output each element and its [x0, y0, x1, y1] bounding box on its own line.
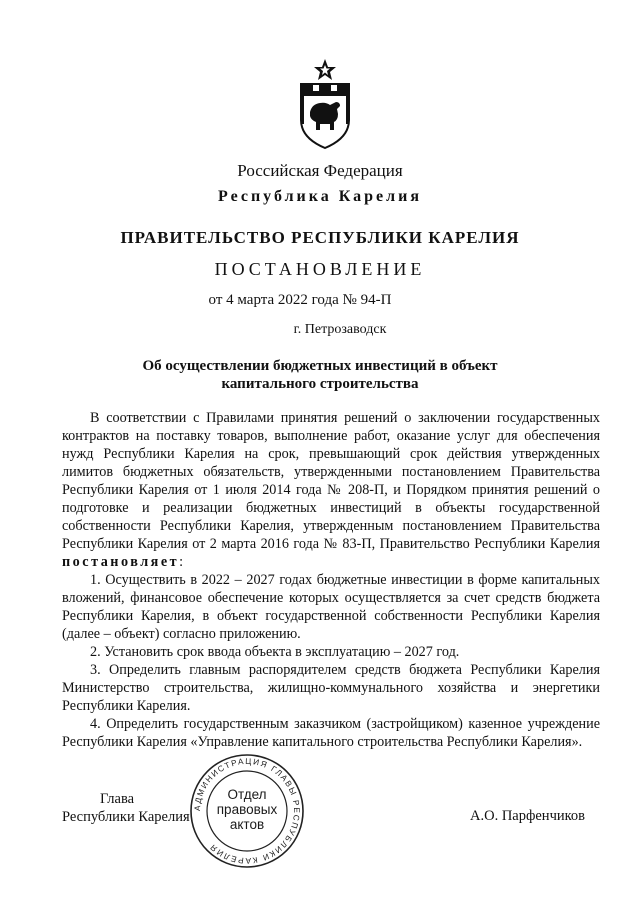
body-item-4: 4. Определить государственным заказчиком (застройщиком) казенное учреждение Республики Карелия «Управление капитального строительства Республики Карелия». [62, 716, 600, 750]
decree-word: постановляет [62, 554, 180, 570]
document-subject [0, 357, 640, 393]
subject-line-1: Об осуществлении бюджетных инвестиций в объект [142, 358, 498, 374]
signatory-title-line-1: Глава [100, 791, 135, 807]
stamp-line-2: правовых [216, 802, 278, 817]
intro-text: В соответствии с Правилами принятия решений о заключении государственных контрактов на поставку товаров, выполнение работ, оказание услуг для обеспечения нужд Республики Карелия на срок, превышающий срок действия утвержденных лимитов бюджетных обязательств, утвержденными постановлением Правительства Республики Карелия от 1 июля 2014 года № 208-П, и Порядком принятия решений о подготовке и реализации бюджетных инвестиций в объекты государственной собственности Республики Карелия, утвержденным постановлением Правительства Республики Карелия от 2 марта 2016 года № 83-П, Правительство Республики Карелия [62, 410, 600, 552]
signatory-name: А.О. Парфенчиков [470, 808, 586, 824]
body-item-3: 3. Определить главным распорядителем средств бюджета Республики Карелия Министерство строительства, жилищно-коммунального хозяйства и энергетики Республики Карелия. [62, 662, 600, 714]
intro-end: : [179, 554, 184, 570]
stamp-line-3: актов [229, 817, 265, 832]
document-type: ПОСТАНОВЛЕНИЕ [214, 259, 426, 279]
stamp-inner-text [188, 787, 306, 832]
document-body [62, 409, 600, 751]
body-item-1: 1. Осуществить в 2022 – 2027 годах бюджетные инвестиции в форме капитальных вложений, финансовое обеспечение которых осуществляется за счет средств бюджета Республики Карелия, в объект государственной собственности Республики Карелия (далее – объект) согласно приложению. [62, 572, 600, 642]
body-intro [62, 409, 600, 571]
stamp-ring-text: АДМИНИСТРАЦИЯ ГЛАВЫ РЕСПУБЛИКИ КАРЕЛИЯ [192, 756, 302, 866]
document-date: от 4 марта 2022 года № 94-П [208, 292, 392, 308]
body-item-2: 2. Установить срок ввода объекта в эксплуатацию – 2027 год. [90, 644, 460, 660]
republic-name: Республика Карелия [218, 188, 422, 205]
country-name: Российская Федерация [237, 161, 403, 180]
government-title: ПРАВИТЕЛЬСТВО РЕСПУБЛИКИ КАРЕЛИЯ [120, 228, 520, 247]
karelia-coat-of-arms-icon [296, 58, 354, 150]
document-city: г. Петрозаводск [293, 322, 387, 337]
subject-line-2: капитального строительства [221, 376, 419, 392]
stamp-line-1: Отдел [227, 787, 267, 802]
signatory-title [62, 790, 202, 826]
signatory-title-line-2: Республики Карелия [62, 809, 190, 825]
